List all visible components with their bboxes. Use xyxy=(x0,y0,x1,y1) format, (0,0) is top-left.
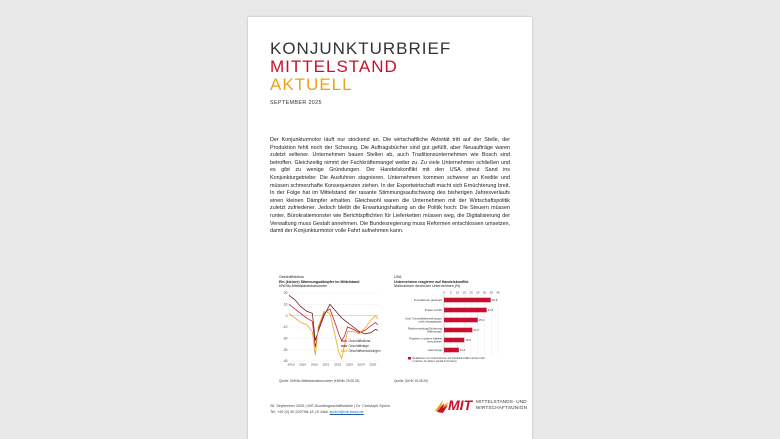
footnote-text: Reaktionen von Unternehmen auf Handelskonflikt mit den USA xyxy=(412,357,485,360)
line-chart xyxy=(279,289,389,375)
logo-subtitle xyxy=(476,399,527,411)
footer-line-1: 26. September 2025 | MIT-Bundesgeschäftsstelle | Dr. Christoph Sprich xyxy=(270,404,391,408)
category-label: Projekte in andere Märkte xyxy=(408,336,442,341)
logo-wordmark: MIT xyxy=(448,397,473,413)
category-label: Lieferstopp xyxy=(427,348,442,352)
bar xyxy=(444,338,464,343)
value-label: 31,6 xyxy=(487,308,494,313)
x-tick-label: 40 xyxy=(496,290,500,295)
category-label: verschoben xyxy=(427,339,442,344)
title-line-1: KONJUNKTURBRIEF xyxy=(270,39,452,58)
x-tick-label: 2019 xyxy=(299,362,307,367)
bar xyxy=(444,298,491,303)
y-tick-label: -20 xyxy=(282,336,288,341)
category-label: Preise erhöht xyxy=(424,308,442,312)
x-tick-label: 35 xyxy=(489,290,493,295)
value-label: 11,0 xyxy=(459,348,466,353)
legend-label: Geschäftserwartungen xyxy=(348,349,381,354)
figure-trade-conflict xyxy=(394,275,504,383)
y-tick-label: 0 xyxy=(285,313,288,318)
value-label: 34,6 xyxy=(491,298,498,303)
y-tick-label: -40 xyxy=(282,359,288,364)
y-tick-label: -30 xyxy=(282,347,288,352)
x-tick-label: 0 xyxy=(443,290,445,295)
legend-label: Geschäftsklima xyxy=(348,339,371,344)
mit-logo xyxy=(434,396,528,416)
bar xyxy=(444,308,487,313)
footer-line-2 xyxy=(270,410,390,416)
category-label: Währungen xyxy=(427,329,442,334)
figure1-title: Ein (kleiner) Stimmungsdämpfer im Mittelstand xyxy=(279,279,360,284)
x-tick-label: 25 xyxy=(476,290,480,295)
x-tick-label: 5 xyxy=(449,290,452,295)
value-label: 15,0 xyxy=(465,338,471,343)
x-tick-label: 10 xyxy=(455,290,460,295)
bar xyxy=(444,328,472,333)
logo-sub-line-1: MITTELSTANDS- UND xyxy=(476,399,527,404)
value-label: 21,0 xyxy=(473,328,479,333)
issue-date: SEPTEMBER 2025 xyxy=(270,100,322,106)
category-label: nicht eingegangen xyxy=(418,319,442,324)
footnote-text: in letzten 12 Jahren (Anteil in Prozent) xyxy=(412,360,457,364)
y-tick-label: 20 xyxy=(283,291,288,296)
bar xyxy=(444,348,459,353)
legend-label: Geschäftslage xyxy=(348,344,369,349)
email-link[interactable]: sprich@mit-bund.de xyxy=(329,409,364,414)
document-page xyxy=(248,17,532,439)
bar xyxy=(444,318,478,323)
x-tick-label: 2020 xyxy=(310,362,318,367)
x-tick-label: 20 xyxy=(469,290,473,295)
title-line-3: AKTUELL xyxy=(270,75,353,94)
x-tick-label: 2022 xyxy=(334,362,342,367)
figure-business-climate xyxy=(279,275,389,383)
figure1-subtitle: KfW/ifo-Mittelstandsbarometer xyxy=(279,284,328,289)
x-tick-label: 2021 xyxy=(322,362,330,367)
x-tick-label: 2025 xyxy=(369,362,377,367)
logo-sub-line-2: WIRTSCHAFTSUNION xyxy=(476,404,528,410)
figure2-title: Unternehmen reagieren auf Handelskonflikt xyxy=(394,279,469,284)
value-label: 25,0 xyxy=(478,318,485,323)
category-label: Investitionen gestoppt xyxy=(413,298,442,302)
x-tick-label: 30 xyxy=(482,290,487,295)
x-tick-label: 2018 xyxy=(287,362,295,367)
category-label: Ausl. Geschäftsbeziehungen xyxy=(405,316,442,321)
figure2-category: USA xyxy=(394,275,402,279)
x-tick-label: 2023 xyxy=(345,362,353,367)
title-line-2: MITTELSTAND xyxy=(270,57,398,76)
x-tick-label: 2024 xyxy=(357,362,365,367)
body-paragraph: Der Konjunkturmotor läuft nur stockend an. Die wirtschaftliche Aktivität tritt auf der Stelle, der Produktion fehlt noch der Schwung. Die Auftragsbücher sind gut gefüllt, aber Neuaufträge waren zuletzt seltener. Unternehmen bauen Stellen ab, auch Traditionsunternehmen wie Bosch sind betroffen. Gleichzeitig nimmt der Fachkräftemangel weiter zu. Zu viele Unternehmen schließen und es gibt zu wenige Gründungen. Der Handelskonflikt mit den USA streut Sand ins Konjunkturgetriebe: Die Ausfuhren stagnieren, Unternehmen kommen schwerer an Kredite und müssen schmerzhafte Konsequenzen ziehen. In der Exportwirtschaft macht sich Ernüchterung breit. In der Folge hat im Mittelstand der rasante Stimmungsaufschwung des bisherigen Jahresverlaufs einen kleinen Dämpfer erhalten. Gleichwohl waren die Unternehmen mit der Wirtschaftspolitik zuletzt zufriedener. Jedoch bleibt die Erwartungshaltung an die Politik hoch: Die Steuern müssen runter, Bürokratiemonster wie Berichtspflichten für Lieferketten müssen weg, die Digitalisierung der Verwaltung muss Gestalt annehmen. Die Bundesregierung muss Reformen entschlossen umsetzen, damit der Konjunkturmotor volle Fahrt aufnehmen kann. xyxy=(270,137,510,235)
footer-phone: Tel. +49 (0) 30 220798-16 | E-Mail: xyxy=(270,409,330,414)
figure1-category: Geschäftsklima xyxy=(279,275,304,279)
y-tick-label: 10 xyxy=(283,302,288,307)
x-tick-label: 15 xyxy=(462,290,466,295)
category-label: Risikoverteilung/Sicherung xyxy=(407,326,442,331)
figure2-subtitle: Maßnahmen deutscher Unternehmen (%) xyxy=(394,284,461,289)
bar-chart xyxy=(394,289,504,375)
figure2-source: Quelle: (DIHK 15.08.25) xyxy=(394,379,429,383)
y-tick-label: -10 xyxy=(282,325,288,330)
figure1-source: Quelle: KfW/ifo-Mittelstandsbarometer (KfW/ifo 29.08.25) xyxy=(279,379,360,383)
footnote-swatch xyxy=(408,357,411,360)
footer-contact xyxy=(270,404,390,415)
